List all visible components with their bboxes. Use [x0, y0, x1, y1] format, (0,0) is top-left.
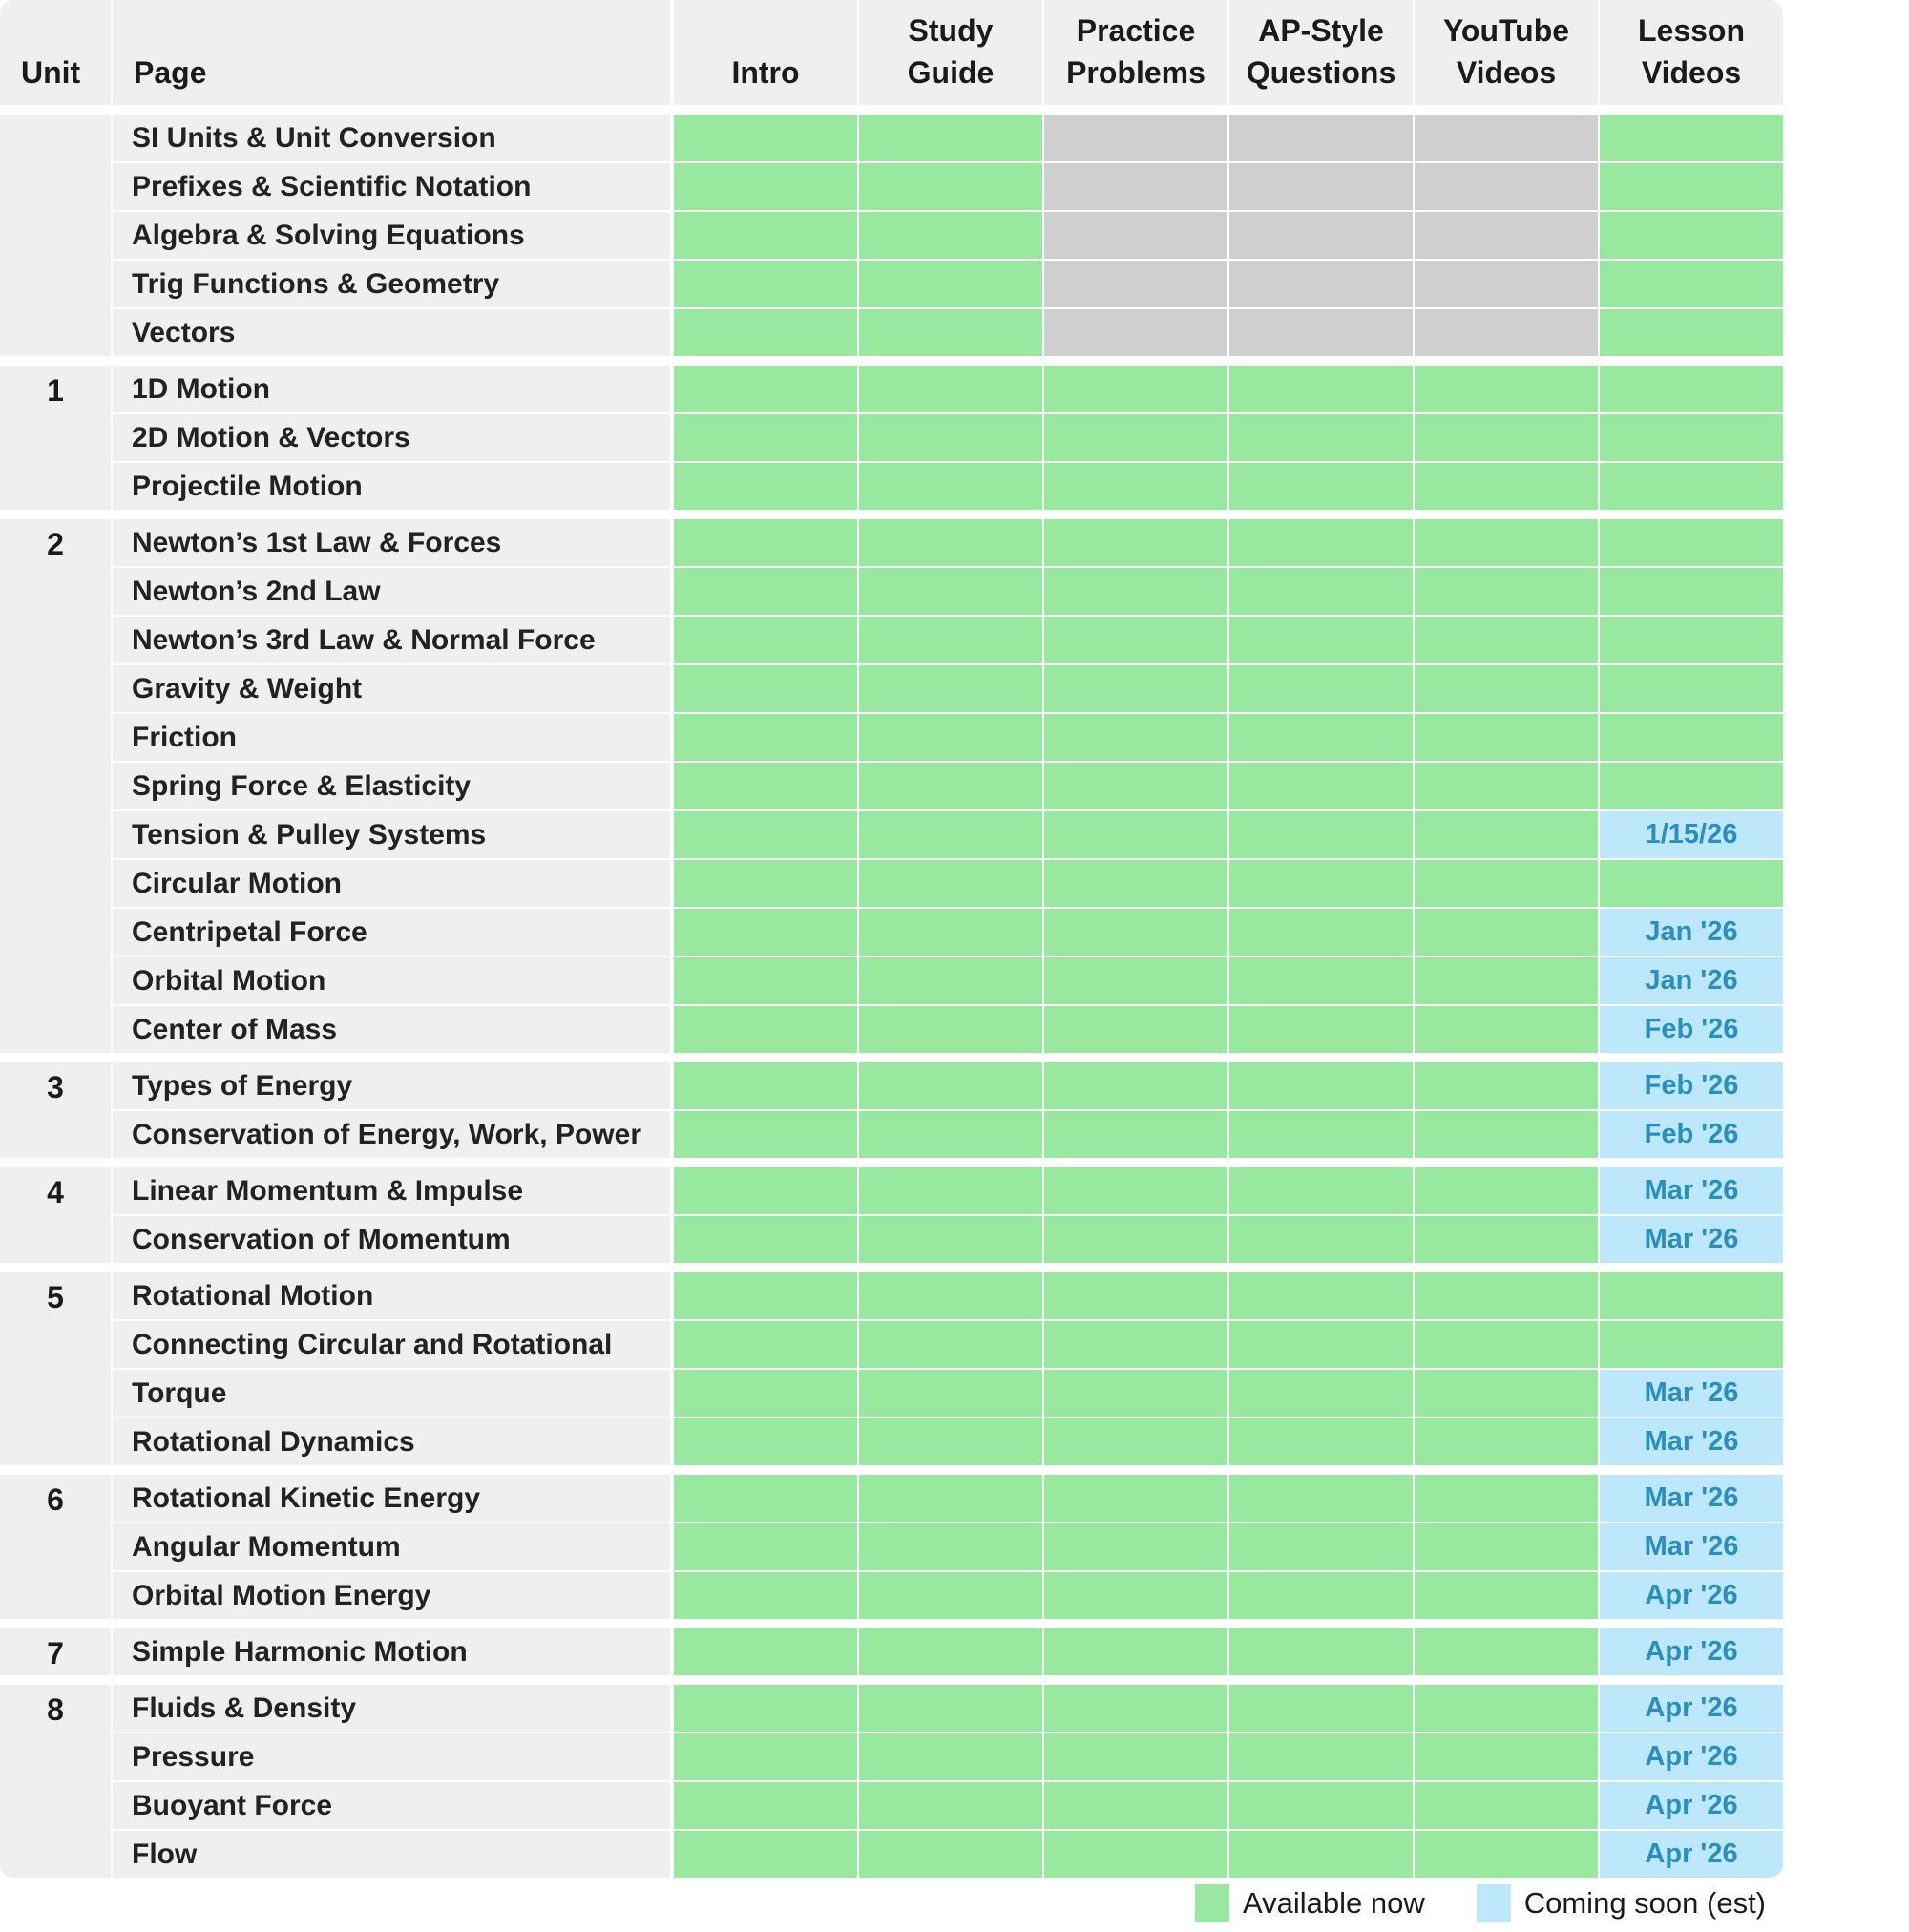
cell-available[interactable]: [674, 366, 857, 412]
cell-available[interactable]: [859, 1111, 1042, 1158]
cell-available[interactable]: [859, 1831, 1042, 1878]
cell-available[interactable]: [1415, 617, 1598, 663]
cell-available[interactable]: [1229, 1475, 1413, 1522]
cell-not-applicable: [1229, 261, 1413, 307]
cell-available[interactable]: [859, 1782, 1042, 1829]
cell-available[interactable]: [1415, 366, 1598, 412]
page-name[interactable]: Prefixes & Scientific Notation: [113, 163, 670, 210]
cell-available[interactable]: [859, 163, 1042, 210]
header-col-label: Intro: [731, 55, 800, 90]
cell-coming-soon[interactable]: Apr '26: [1600, 1733, 1783, 1780]
cell-not-applicable: [1415, 261, 1598, 307]
page-name[interactable]: Conservation of Energy, Work, Power: [113, 1111, 670, 1158]
cell-available[interactable]: [674, 1782, 857, 1829]
header-col-1: [859, 0, 1042, 105]
cell-available[interactable]: [1229, 665, 1413, 712]
cell-available[interactable]: [1600, 665, 1783, 712]
cell-available[interactable]: [859, 366, 1042, 412]
cell-available[interactable]: [1044, 1272, 1227, 1319]
cell-coming-soon[interactable]: Mar '26: [1600, 1216, 1783, 1263]
cell-available[interactable]: [1415, 1006, 1598, 1053]
cell-available[interactable]: [1415, 1111, 1598, 1158]
cell-available[interactable]: [674, 414, 857, 461]
cell-available[interactable]: [674, 1216, 857, 1263]
cell-available[interactable]: [1415, 1216, 1598, 1263]
cell-available[interactable]: [1229, 1831, 1413, 1878]
cell-coming-soon[interactable]: Mar '26: [1600, 1167, 1783, 1214]
unit-block: [0, 1685, 111, 1878]
cell-available[interactable]: [1044, 1733, 1227, 1780]
page-name[interactable]: Linear Momentum & Impulse: [113, 1167, 670, 1214]
cell-available[interactable]: [674, 1062, 857, 1109]
cell-available[interactable]: [1044, 1062, 1227, 1109]
cell-available[interactable]: [674, 1523, 857, 1570]
cell-available[interactable]: [674, 212, 857, 259]
cell-coming-soon[interactable]: Mar '26: [1600, 1418, 1783, 1465]
cell-available[interactable]: [1415, 714, 1598, 761]
cell-available[interactable]: [1415, 1782, 1598, 1829]
cell-available[interactable]: [1415, 860, 1598, 907]
cell-available[interactable]: [1415, 1272, 1598, 1319]
cell-available[interactable]: [859, 1418, 1042, 1465]
cell-available[interactable]: [1415, 568, 1598, 615]
cell-available[interactable]: [1600, 714, 1783, 761]
header-col-2: [1044, 0, 1227, 105]
cell-available[interactable]: [1044, 1006, 1227, 1053]
cell-available[interactable]: [1229, 1006, 1413, 1053]
cell-available[interactable]: [1229, 414, 1413, 461]
cell-not-applicable: [1415, 212, 1598, 259]
page-name[interactable]: SI Units & Unit Conversion: [113, 115, 670, 161]
page-name[interactable]: Circular Motion: [113, 860, 670, 907]
cell-available[interactable]: [1229, 1167, 1413, 1214]
cell-available[interactable]: [859, 1475, 1042, 1522]
cell-available[interactable]: [1229, 463, 1413, 510]
unit-number: 2: [47, 527, 64, 561]
header-col-label: YouTube Videos: [1442, 13, 1570, 90]
cell-not-applicable: [1044, 163, 1227, 210]
header-page-label: Page: [134, 55, 207, 90]
cell-available[interactable]: [1044, 1321, 1227, 1368]
header-unit: [0, 0, 111, 105]
cell-available[interactable]: [859, 1321, 1042, 1368]
page-name[interactable]: Torque: [113, 1370, 670, 1417]
unit-number: 3: [47, 1070, 64, 1104]
cell-available[interactable]: [1044, 957, 1227, 1004]
cell-available[interactable]: [859, 115, 1042, 161]
cell-coming-soon[interactable]: Apr '26: [1600, 1831, 1783, 1878]
cell-available[interactable]: [674, 1370, 857, 1417]
cell-available[interactable]: [859, 309, 1042, 356]
unit-block: [0, 115, 111, 356]
page-name[interactable]: Newton’s 3rd Law & Normal Force: [113, 617, 670, 663]
cell-available[interactable]: [674, 1628, 857, 1675]
cell-available[interactable]: [1229, 763, 1413, 809]
page-name[interactable]: Pressure: [113, 1733, 670, 1780]
unit-block: [0, 1167, 111, 1263]
page-name[interactable]: 2D Motion & Vectors: [113, 414, 670, 461]
legend-swatch-available: [1195, 1884, 1229, 1922]
cell-available[interactable]: [1229, 568, 1413, 615]
cell-not-applicable: [1044, 212, 1227, 259]
unit-number: 6: [47, 1482, 64, 1517]
cell-available[interactable]: [1044, 1111, 1227, 1158]
cell-available[interactable]: [1415, 1831, 1598, 1878]
cell-available[interactable]: [1415, 1321, 1598, 1368]
cell-available[interactable]: [859, 665, 1042, 712]
page-name[interactable]: Rotational Dynamics: [113, 1418, 670, 1465]
cell-available[interactable]: [859, 1216, 1042, 1263]
cell-available[interactable]: [1415, 957, 1598, 1004]
cell-available[interactable]: [1415, 1572, 1598, 1619]
cell-available[interactable]: [674, 665, 857, 712]
cell-available[interactable]: [859, 714, 1042, 761]
cell-available[interactable]: [674, 763, 857, 809]
cell-available[interactable]: [859, 1006, 1042, 1053]
cell-available[interactable]: [859, 1167, 1042, 1214]
cell-available[interactable]: [1044, 414, 1227, 461]
cell-available[interactable]: [1415, 463, 1598, 510]
cell-available[interactable]: [1044, 909, 1227, 956]
cell-not-applicable: [1415, 115, 1598, 161]
unit-block: [0, 1475, 111, 1619]
unit-number: 7: [47, 1636, 64, 1670]
cell-available[interactable]: [1415, 519, 1598, 566]
cell-available[interactable]: [1044, 860, 1227, 907]
cell-available[interactable]: [859, 1733, 1042, 1780]
cell-available[interactable]: [1600, 261, 1783, 307]
cell-available[interactable]: [859, 568, 1042, 615]
page-name[interactable]: Flow: [113, 1831, 670, 1878]
cell-available[interactable]: [859, 1628, 1042, 1675]
cell-available[interactable]: [1229, 519, 1413, 566]
cell-available[interactable]: [1044, 763, 1227, 809]
cell-coming-soon[interactable]: Jan '26: [1600, 957, 1783, 1004]
cell-not-applicable: [1415, 309, 1598, 356]
cell-available[interactable]: [1229, 1782, 1413, 1829]
header-col-0: [674, 0, 857, 105]
cell-available[interactable]: [1229, 366, 1413, 412]
cell-available[interactable]: [859, 811, 1042, 858]
header-col-3: [1229, 0, 1413, 105]
page-name[interactable]: Rotational Motion: [113, 1272, 670, 1319]
cell-available[interactable]: [1229, 860, 1413, 907]
cell-available[interactable]: [1600, 1321, 1783, 1368]
cell-available[interactable]: [674, 261, 857, 307]
page-name[interactable]: Algebra & Solving Equations: [113, 212, 670, 259]
cell-available[interactable]: [1415, 665, 1598, 712]
page-name[interactable]: Centripetal Force: [113, 909, 670, 956]
cell-coming-soon[interactable]: Feb '26: [1600, 1006, 1783, 1053]
cell-available[interactable]: [1229, 1272, 1413, 1319]
cell-available[interactable]: [1600, 212, 1783, 259]
cell-available[interactable]: [1600, 519, 1783, 566]
cell-available[interactable]: [1415, 811, 1598, 858]
cell-not-applicable: [1044, 309, 1227, 356]
cell-not-applicable: [1415, 163, 1598, 210]
cell-available[interactable]: [859, 1572, 1042, 1619]
cell-available[interactable]: [674, 1111, 857, 1158]
header-col-5: [1600, 0, 1783, 105]
cell-available[interactable]: [674, 860, 857, 907]
cell-available[interactable]: [1600, 617, 1783, 663]
cell-available[interactable]: [1229, 1572, 1413, 1619]
cell-coming-soon[interactable]: Apr '26: [1600, 1685, 1783, 1732]
cell-available[interactable]: [1229, 1628, 1413, 1675]
page-name[interactable]: Tension & Pulley Systems: [113, 811, 670, 858]
cell-available[interactable]: [674, 1572, 857, 1619]
cell-coming-soon[interactable]: Apr '26: [1600, 1782, 1783, 1829]
cell-available[interactable]: [859, 1062, 1042, 1109]
page-name[interactable]: Gravity & Weight: [113, 665, 670, 712]
cell-available[interactable]: [674, 1321, 857, 1368]
page-name[interactable]: Orbital Motion Energy: [113, 1572, 670, 1619]
cell-available[interactable]: [1415, 1167, 1598, 1214]
cell-available[interactable]: [1044, 1831, 1227, 1878]
cell-available[interactable]: [1600, 115, 1783, 161]
cell-available[interactable]: [1044, 463, 1227, 510]
cell-available[interactable]: [1229, 617, 1413, 663]
cell-available[interactable]: [1044, 1216, 1227, 1263]
cell-available[interactable]: [1044, 1370, 1227, 1417]
cell-available[interactable]: [859, 519, 1042, 566]
legend-label-soon: Coming soon (est): [1523, 1886, 1767, 1920]
cell-available[interactable]: [1044, 714, 1227, 761]
cell-available[interactable]: [1044, 1418, 1227, 1465]
cell-available[interactable]: [1229, 1370, 1413, 1417]
cell-available[interactable]: [1415, 1475, 1598, 1522]
cell-available[interactable]: [859, 1370, 1042, 1417]
cell-coming-soon[interactable]: Mar '26: [1600, 1475, 1783, 1522]
cell-available[interactable]: [1044, 617, 1227, 663]
cell-available[interactable]: [1044, 1782, 1227, 1829]
cell-coming-soon[interactable]: 1/15/26: [1600, 811, 1783, 858]
cell-available[interactable]: [1415, 763, 1598, 809]
cell-available[interactable]: [1600, 568, 1783, 615]
cell-available[interactable]: [1229, 1685, 1413, 1732]
cell-available[interactable]: [1229, 811, 1413, 858]
cell-available[interactable]: [859, 1685, 1042, 1732]
page-name[interactable]: Buoyant Force: [113, 1782, 670, 1829]
cell-coming-soon[interactable]: Jan '26: [1600, 909, 1783, 956]
cell-available[interactable]: [1229, 1523, 1413, 1570]
cell-coming-soon[interactable]: Mar '26: [1600, 1370, 1783, 1417]
cell-available[interactable]: [1415, 1628, 1598, 1675]
cell-available[interactable]: [674, 1418, 857, 1465]
cell-available[interactable]: [1229, 714, 1413, 761]
cell-available[interactable]: [674, 1475, 857, 1522]
page-name[interactable]: Simple Harmonic Motion: [113, 1628, 670, 1675]
cell-available[interactable]: [1415, 414, 1598, 461]
cell-available[interactable]: [859, 212, 1042, 259]
cell-available[interactable]: [674, 957, 857, 1004]
cell-available[interactable]: [1229, 1062, 1413, 1109]
unit-block: [0, 1272, 111, 1465]
header-col-label: Lesson Videos: [1637, 13, 1746, 90]
cell-available[interactable]: [1415, 1685, 1598, 1732]
cell-available[interactable]: [1044, 665, 1227, 712]
cell-available[interactable]: [1600, 1272, 1783, 1319]
cell-available[interactable]: [1044, 1628, 1227, 1675]
cell-available[interactable]: [1229, 1321, 1413, 1368]
cell-available[interactable]: [859, 261, 1042, 307]
cell-available[interactable]: [859, 617, 1042, 663]
page-name[interactable]: Angular Momentum: [113, 1523, 670, 1570]
cell-available[interactable]: [674, 1272, 857, 1319]
cell-available[interactable]: [674, 1685, 857, 1732]
cell-available[interactable]: [674, 714, 857, 761]
page-name[interactable]: Rotational Kinetic Energy: [113, 1475, 670, 1522]
cell-available[interactable]: [1044, 1572, 1227, 1619]
cell-coming-soon[interactable]: Feb '26: [1600, 1062, 1783, 1109]
cell-available[interactable]: [1044, 811, 1227, 858]
page-name[interactable]: Connecting Circular and Rotational: [113, 1321, 670, 1368]
page-name[interactable]: Friction: [113, 714, 670, 761]
cell-available[interactable]: [1415, 1062, 1598, 1109]
cell-coming-soon[interactable]: Apr '26: [1600, 1628, 1783, 1675]
page-name[interactable]: Orbital Motion: [113, 957, 670, 1004]
page-name[interactable]: Newton’s 1st Law & Forces: [113, 519, 670, 566]
cell-available[interactable]: [674, 1167, 857, 1214]
page-name[interactable]: Fluids & Density: [113, 1685, 670, 1732]
cell-available[interactable]: [1600, 366, 1783, 412]
cell-available[interactable]: [1600, 163, 1783, 210]
cell-coming-soon[interactable]: Feb '26: [1600, 1111, 1783, 1158]
cell-available[interactable]: [674, 1831, 857, 1878]
legend-label-available: Available now: [1243, 1886, 1425, 1920]
cell-available[interactable]: [1600, 309, 1783, 356]
cell-available[interactable]: [1044, 1475, 1227, 1522]
cell-available[interactable]: [859, 1523, 1042, 1570]
page-name[interactable]: Projectile Motion: [113, 463, 670, 510]
legend: [1195, 1884, 1766, 1922]
cell-available[interactable]: [1229, 957, 1413, 1004]
cell-not-applicable: [1229, 309, 1413, 356]
cell-available[interactable]: [1415, 1523, 1598, 1570]
unit-number: 8: [47, 1692, 64, 1727]
cell-available[interactable]: [1044, 568, 1227, 615]
cell-available[interactable]: [674, 909, 857, 956]
cell-available[interactable]: [859, 909, 1042, 956]
page-name[interactable]: 1D Motion: [113, 366, 670, 412]
cell-available[interactable]: [1415, 1733, 1598, 1780]
cell-available[interactable]: [1044, 1685, 1227, 1732]
cell-available[interactable]: [1229, 909, 1413, 956]
cell-coming-soon[interactable]: Mar '26: [1600, 1523, 1783, 1570]
unit-number: 5: [47, 1280, 64, 1314]
header-col-label: Practice Problems: [1066, 13, 1206, 90]
cell-available[interactable]: [674, 1733, 857, 1780]
cell-available[interactable]: [1044, 1523, 1227, 1570]
cell-available[interactable]: [1600, 763, 1783, 809]
cell-available[interactable]: [674, 163, 857, 210]
cell-not-applicable: [1229, 115, 1413, 161]
unit-block: [0, 1062, 111, 1158]
cell-available[interactable]: [1044, 1167, 1227, 1214]
cell-available[interactable]: [1229, 1733, 1413, 1780]
page-name[interactable]: Vectors: [113, 309, 670, 356]
cell-available[interactable]: [1229, 1216, 1413, 1263]
cell-available[interactable]: [859, 1272, 1042, 1319]
cell-not-applicable: [1229, 163, 1413, 210]
cell-available[interactable]: [1600, 860, 1783, 907]
cell-available[interactable]: [859, 414, 1042, 461]
header-col-label: Study Guide: [907, 13, 995, 90]
cell-available[interactable]: [1415, 1370, 1598, 1417]
cell-available[interactable]: [1600, 414, 1783, 461]
cell-not-applicable: [1229, 212, 1413, 259]
header-unit-label: Unit: [21, 55, 81, 90]
unit-block: [0, 366, 111, 510]
unit-block: [0, 519, 111, 1053]
cell-available[interactable]: [674, 115, 857, 161]
cell-available[interactable]: [859, 957, 1042, 1004]
cell-available[interactable]: [674, 811, 857, 858]
cell-available[interactable]: [1229, 1418, 1413, 1465]
header-page: [113, 0, 670, 105]
unit-number: 1: [47, 373, 64, 408]
cell-available[interactable]: [1229, 1111, 1413, 1158]
cell-available[interactable]: [674, 617, 857, 663]
cell-available[interactable]: [674, 463, 857, 510]
cell-available[interactable]: [674, 519, 857, 566]
page-name[interactable]: Trig Functions & Geometry: [113, 261, 670, 307]
page-name[interactable]: Types of Energy: [113, 1062, 670, 1109]
cell-available[interactable]: [674, 1006, 857, 1053]
page-name[interactable]: Conservation of Momentum: [113, 1216, 670, 1263]
cell-available[interactable]: [1600, 463, 1783, 510]
header-col-4: [1415, 0, 1598, 105]
unit-number: 4: [47, 1175, 64, 1209]
page-name[interactable]: Center of Mass: [113, 1006, 670, 1053]
legend-swatch-soon: [1477, 1884, 1511, 1922]
cell-available[interactable]: [859, 763, 1042, 809]
cell-available[interactable]: [674, 309, 857, 356]
cell-available[interactable]: [1044, 519, 1227, 566]
page-name[interactable]: Spring Force & Elasticity: [113, 763, 670, 809]
page-name[interactable]: Newton’s 2nd Law: [113, 568, 670, 615]
cell-available[interactable]: [1415, 1418, 1598, 1465]
cell-not-applicable: [1044, 115, 1227, 161]
cell-available[interactable]: [1415, 909, 1598, 956]
header-col-label: AP-Style Questions: [1246, 13, 1396, 90]
cell-available[interactable]: [1044, 366, 1227, 412]
cell-available[interactable]: [859, 463, 1042, 510]
cell-available[interactable]: [674, 568, 857, 615]
cell-coming-soon[interactable]: Apr '26: [1600, 1572, 1783, 1619]
unit-block: [0, 1628, 111, 1675]
cell-not-applicable: [1044, 261, 1227, 307]
cell-available[interactable]: [859, 860, 1042, 907]
